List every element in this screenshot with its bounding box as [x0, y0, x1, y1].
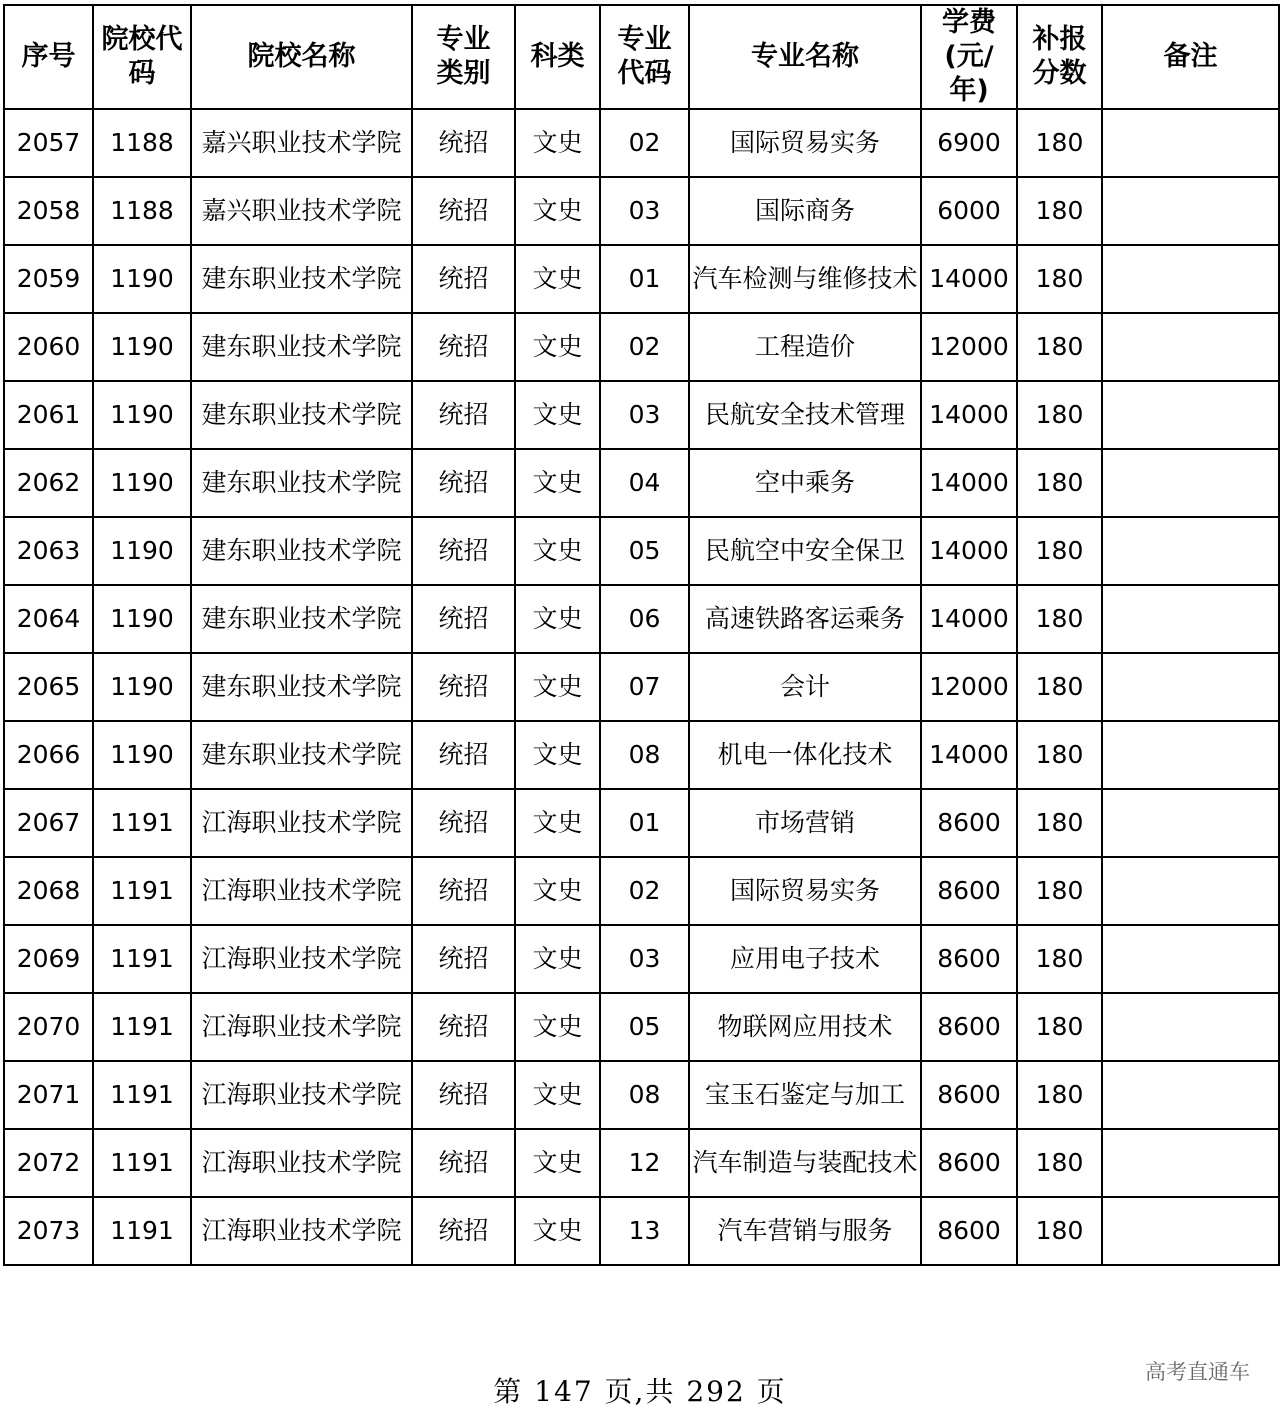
cell-school-name: 嘉兴职业技术学院 [191, 109, 412, 177]
cell-tuition: 14000 [921, 721, 1017, 789]
cell-major-code: 02 [600, 313, 689, 381]
cell-school-code: 1190 [93, 313, 191, 381]
table-row [4, 245, 1279, 313]
table-row [4, 313, 1279, 381]
cell-school-code: 1190 [93, 721, 191, 789]
cell-major-code: 08 [600, 721, 689, 789]
table-row [4, 1061, 1279, 1129]
cell-major-code: 03 [600, 177, 689, 245]
cell-school-code: 1190 [93, 245, 191, 313]
cell-score: 180 [1017, 1197, 1102, 1265]
cell-score: 180 [1017, 313, 1102, 381]
cell-major-name: 汽车制造与装配技术 [689, 1129, 921, 1197]
cell-major-name: 空中乘务 [689, 449, 921, 517]
cell-category: 统招 [412, 313, 515, 381]
cell-note [1102, 653, 1279, 721]
cell-school-code: 1191 [93, 1061, 191, 1129]
cell-score: 180 [1017, 653, 1102, 721]
cell-seq: 2072 [4, 1129, 93, 1197]
cell-score: 180 [1017, 245, 1102, 313]
cell-subject: 文史 [515, 1197, 600, 1265]
table-row [4, 177, 1279, 245]
table-row [4, 1129, 1279, 1197]
table-row [4, 109, 1279, 177]
cell-subject: 文史 [515, 925, 600, 993]
cell-category: 统招 [412, 449, 515, 517]
cell-major-name: 民航空中安全保卫 [689, 517, 921, 585]
cell-major-name: 汽车检测与维修技术 [689, 245, 921, 313]
cell-school-code: 1191 [93, 925, 191, 993]
table-row [4, 381, 1279, 449]
cell-major-code: 07 [600, 653, 689, 721]
cell-major-name: 工程造价 [689, 313, 921, 381]
cell-major-name: 国际贸易实务 [689, 109, 921, 177]
cell-school-code: 1190 [93, 653, 191, 721]
cell-subject: 文史 [515, 993, 600, 1061]
cell-seq: 2057 [4, 109, 93, 177]
header-seq: 序号 [4, 5, 93, 109]
cell-major-code: 03 [600, 381, 689, 449]
cell-score: 180 [1017, 449, 1102, 517]
cell-note [1102, 381, 1279, 449]
cell-category: 统招 [412, 1061, 515, 1129]
cell-category: 统招 [412, 1129, 515, 1197]
cell-score: 180 [1017, 789, 1102, 857]
cell-major-code: 01 [600, 245, 689, 313]
cell-category: 统招 [412, 1197, 515, 1265]
table-row [4, 1197, 1279, 1265]
cell-school-name: 建东职业技术学院 [191, 381, 412, 449]
cell-note [1102, 993, 1279, 1061]
cell-note [1102, 245, 1279, 313]
cell-school-code: 1191 [93, 1197, 191, 1265]
cell-major-name: 市场营销 [689, 789, 921, 857]
cell-note [1102, 517, 1279, 585]
table-row [4, 789, 1279, 857]
cell-subject: 文史 [515, 857, 600, 925]
cell-school-name: 江海职业技术学院 [191, 1197, 412, 1265]
cell-category: 统招 [412, 585, 515, 653]
table-row [4, 857, 1279, 925]
cell-major-name: 应用电子技术 [689, 925, 921, 993]
header-row [4, 5, 1279, 109]
cell-school-name: 建东职业技术学院 [191, 517, 412, 585]
cell-subject: 文史 [515, 585, 600, 653]
cell-score: 180 [1017, 585, 1102, 653]
cell-school-name: 建东职业技术学院 [191, 449, 412, 517]
cell-tuition: 14000 [921, 585, 1017, 653]
cell-note [1102, 789, 1279, 857]
cell-note [1102, 857, 1279, 925]
table-row [4, 925, 1279, 993]
cell-tuition: 12000 [921, 313, 1017, 381]
cell-seq: 2059 [4, 245, 93, 313]
header-subject: 科类 [515, 5, 600, 109]
cell-major-code: 12 [600, 1129, 689, 1197]
cell-subject: 文史 [515, 109, 600, 177]
cell-score: 180 [1017, 177, 1102, 245]
cell-major-name: 会计 [689, 653, 921, 721]
header-school-code: 院校代 码 [93, 5, 191, 109]
cell-tuition: 6900 [921, 109, 1017, 177]
cell-school-name: 江海职业技术学院 [191, 1129, 412, 1197]
cell-major-code: 02 [600, 857, 689, 925]
cell-school-name: 建东职业技术学院 [191, 653, 412, 721]
cell-school-code: 1191 [93, 789, 191, 857]
cell-score: 180 [1017, 517, 1102, 585]
cell-note [1102, 1129, 1279, 1197]
cell-tuition: 8600 [921, 1197, 1017, 1265]
table-row [4, 653, 1279, 721]
cell-seq: 2073 [4, 1197, 93, 1265]
cell-category: 统招 [412, 993, 515, 1061]
cell-major-name: 国际商务 [689, 177, 921, 245]
cell-seq: 2062 [4, 449, 93, 517]
cell-category: 统招 [412, 925, 515, 993]
cell-tuition: 8600 [921, 993, 1017, 1061]
cell-score: 180 [1017, 381, 1102, 449]
cell-major-name: 高速铁路客运乘务 [689, 585, 921, 653]
cell-subject: 文史 [515, 381, 600, 449]
header-category: 专业 类别 [412, 5, 515, 109]
cell-seq: 2065 [4, 653, 93, 721]
cell-major-name: 汽车营销与服务 [689, 1197, 921, 1265]
cell-school-code: 1190 [93, 585, 191, 653]
cell-major-code: 01 [600, 789, 689, 857]
table-row [4, 517, 1279, 585]
cell-category: 统招 [412, 721, 515, 789]
cell-subject: 文史 [515, 245, 600, 313]
cell-category: 统招 [412, 789, 515, 857]
cell-category: 统招 [412, 653, 515, 721]
header-school-name: 院校名称 [191, 5, 412, 109]
cell-seq: 2069 [4, 925, 93, 993]
cell-score: 180 [1017, 925, 1102, 993]
header-major-name: 专业名称 [689, 5, 921, 109]
cell-school-name: 建东职业技术学院 [191, 245, 412, 313]
watermark-text: 高考直通车 [1145, 1360, 1250, 1384]
cell-school-code: 1190 [93, 517, 191, 585]
header-tuition: 学费 (元/ 年) [921, 5, 1017, 109]
cell-major-code: 13 [600, 1197, 689, 1265]
cell-score: 180 [1017, 109, 1102, 177]
cell-seq: 2060 [4, 313, 93, 381]
cell-seq: 2066 [4, 721, 93, 789]
cell-school-name: 江海职业技术学院 [191, 993, 412, 1061]
cell-score: 180 [1017, 1061, 1102, 1129]
cell-major-code: 06 [600, 585, 689, 653]
cell-tuition: 8600 [921, 1061, 1017, 1129]
cell-seq: 2068 [4, 857, 93, 925]
cell-major-code: 03 [600, 925, 689, 993]
header-major-code: 专业 代码 [600, 5, 689, 109]
cell-tuition: 12000 [921, 653, 1017, 721]
cell-tuition: 14000 [921, 517, 1017, 585]
cell-school-name: 嘉兴职业技术学院 [191, 177, 412, 245]
cell-school-name: 江海职业技术学院 [191, 925, 412, 993]
cell-tuition: 8600 [921, 925, 1017, 993]
table-row [4, 585, 1279, 653]
cell-note [1102, 721, 1279, 789]
cell-school-name: 江海职业技术学院 [191, 789, 412, 857]
cell-subject: 文史 [515, 1129, 600, 1197]
table-row [4, 721, 1279, 789]
cell-tuition: 6000 [921, 177, 1017, 245]
cell-school-code: 1188 [93, 109, 191, 177]
cell-note [1102, 449, 1279, 517]
cell-category: 统招 [412, 109, 515, 177]
cell-major-name: 民航安全技术管理 [689, 381, 921, 449]
cell-school-code: 1190 [93, 449, 191, 517]
cell-tuition: 8600 [921, 1129, 1017, 1197]
cell-subject: 文史 [515, 177, 600, 245]
cell-subject: 文史 [515, 789, 600, 857]
table-body [4, 109, 1279, 1265]
cell-subject: 文史 [515, 449, 600, 517]
cell-school-name: 建东职业技术学院 [191, 721, 412, 789]
header-note: 备注 [1102, 5, 1279, 109]
cell-score: 180 [1017, 1129, 1102, 1197]
cell-category: 统招 [412, 177, 515, 245]
cell-subject: 文史 [515, 1061, 600, 1129]
table-row [4, 449, 1279, 517]
cell-school-code: 1191 [93, 857, 191, 925]
page-number: 第 147 页,共 292 页 [493, 1375, 787, 1408]
cell-category: 统招 [412, 245, 515, 313]
cell-school-name: 建东职业技术学院 [191, 313, 412, 381]
cell-score: 180 [1017, 721, 1102, 789]
cell-major-name: 国际贸易实务 [689, 857, 921, 925]
cell-seq: 2061 [4, 381, 93, 449]
cell-school-code: 1188 [93, 177, 191, 245]
cell-school-name: 江海职业技术学院 [191, 1061, 412, 1129]
cell-score: 180 [1017, 857, 1102, 925]
cell-major-name: 宝玉石鉴定与加工 [689, 1061, 921, 1129]
cell-tuition: 8600 [921, 789, 1017, 857]
header-score: 补报 分数 [1017, 5, 1102, 109]
cell-note [1102, 925, 1279, 993]
cell-seq: 2064 [4, 585, 93, 653]
cell-seq: 2067 [4, 789, 93, 857]
cell-tuition: 8600 [921, 857, 1017, 925]
cell-seq: 2071 [4, 1061, 93, 1129]
cell-major-name: 机电一体化技术 [689, 721, 921, 789]
cell-subject: 文史 [515, 653, 600, 721]
cell-note [1102, 109, 1279, 177]
cell-school-code: 1190 [93, 381, 191, 449]
cell-major-code: 02 [600, 109, 689, 177]
cell-major-name: 物联网应用技术 [689, 993, 921, 1061]
enrollment-table [3, 4, 1280, 1266]
cell-tuition: 14000 [921, 381, 1017, 449]
cell-school-name: 建东职业技术学院 [191, 585, 412, 653]
cell-note [1102, 1197, 1279, 1265]
cell-major-code: 04 [600, 449, 689, 517]
cell-school-code: 1191 [93, 993, 191, 1061]
cell-school-name: 江海职业技术学院 [191, 857, 412, 925]
cell-subject: 文史 [515, 721, 600, 789]
table-row [4, 993, 1279, 1061]
cell-category: 统招 [412, 381, 515, 449]
cell-school-code: 1191 [93, 1129, 191, 1197]
cell-major-code: 08 [600, 1061, 689, 1129]
cell-note [1102, 313, 1279, 381]
cell-seq: 2070 [4, 993, 93, 1061]
cell-seq: 2058 [4, 177, 93, 245]
cell-note [1102, 1061, 1279, 1129]
cell-seq: 2063 [4, 517, 93, 585]
cell-note [1102, 177, 1279, 245]
cell-subject: 文史 [515, 517, 600, 585]
cell-major-code: 05 [600, 993, 689, 1061]
cell-subject: 文史 [515, 313, 600, 381]
cell-tuition: 14000 [921, 245, 1017, 313]
cell-note [1102, 585, 1279, 653]
cell-category: 统招 [412, 517, 515, 585]
cell-score: 180 [1017, 993, 1102, 1061]
cell-major-code: 05 [600, 517, 689, 585]
cell-tuition: 14000 [921, 449, 1017, 517]
cell-category: 统招 [412, 857, 515, 925]
